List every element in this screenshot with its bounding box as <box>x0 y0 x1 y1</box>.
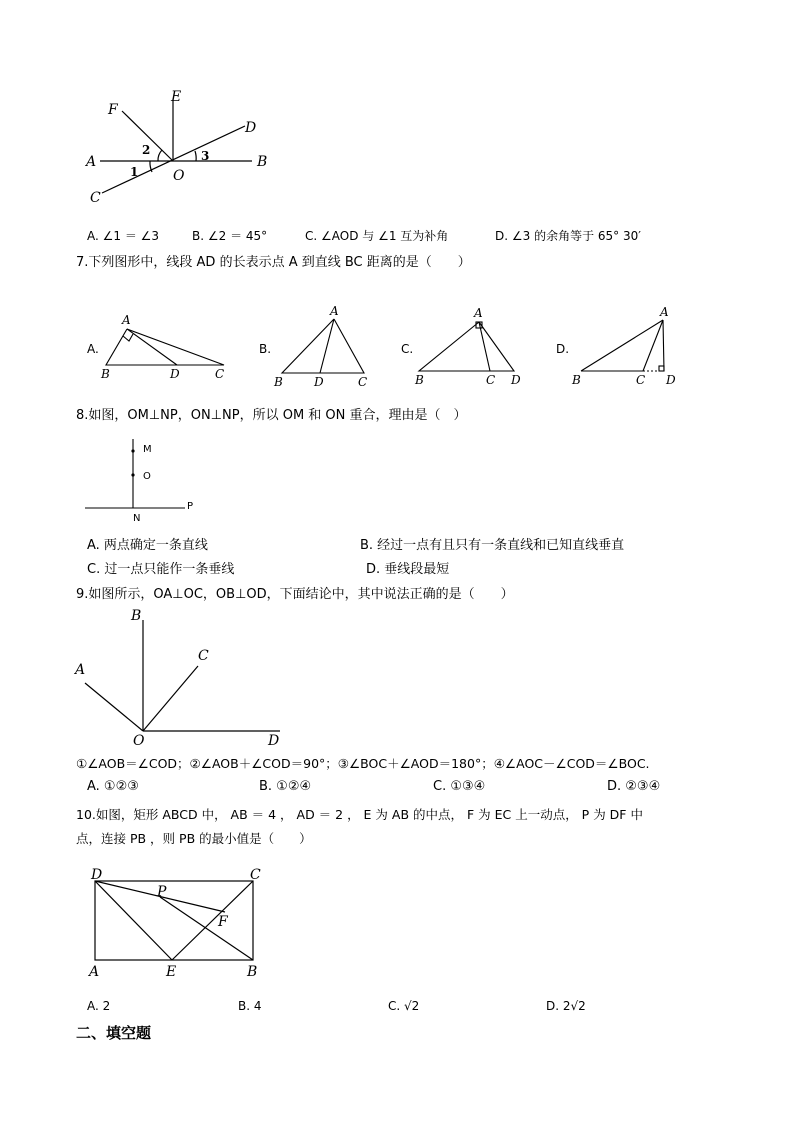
label-3: 3 <box>201 149 210 163</box>
q8-option-a[interactable]: A. 两点确定一条直线 <box>87 538 208 553</box>
label-c: C <box>90 190 101 206</box>
q7c-label-b: B <box>415 373 424 387</box>
q7a-label-a: A <box>122 313 131 327</box>
label-f: F <box>108 102 118 118</box>
q7-figure-b <box>270 302 380 392</box>
q7d-label-b: B <box>572 373 581 387</box>
angle-figure-q6 <box>80 80 280 210</box>
q7b-label-c: C <box>358 375 368 389</box>
q7-figure-d <box>566 302 696 392</box>
q7c-label-d: D <box>511 373 521 387</box>
q7-stem: 7.下列图形中，线段 AD 的长表示点 A 到直线 BC 距离的是（ ） <box>76 255 471 270</box>
q10-stem-line1: 10.如图，矩形 ABCD 中， AB ＝ 4 ， AD ＝ 2 ， E 为 AB 的中点， F 为 EC 上一动点， P 为 DF 中 <box>76 807 643 822</box>
q8-option-c[interactable]: C. 过一点只能作一条垂线 <box>87 562 235 577</box>
q10-label-b: B <box>247 964 258 980</box>
q8-option-b[interactable]: B. 经过一点有且只有一条直线和已知直线垂直 <box>360 538 625 553</box>
q7-option-d[interactable]: D. <box>556 342 570 356</box>
q10-label-a: A <box>89 964 100 980</box>
label-e: E <box>171 89 182 105</box>
q7-option-a[interactable]: A. <box>87 342 99 356</box>
q7b-label-a: A <box>330 304 339 318</box>
q10-label-p: P <box>157 884 167 900</box>
q10-option-a[interactable]: A. 2 <box>87 999 111 1013</box>
q7-option-c[interactable]: C. <box>401 342 414 356</box>
q8-stem: 8.如图，OM⊥NP，ON⊥NP，所以 OM 和 ON 重合，理由是（ ） <box>76 408 467 423</box>
q9-option-b[interactable]: B. ①②④ <box>259 779 312 794</box>
q10-option-d[interactable]: D. 2√2 <box>546 999 586 1013</box>
q10-option-b[interactable]: B. 4 <box>238 999 262 1013</box>
q10-label-e: E <box>166 964 177 980</box>
q9-label-c: C <box>198 648 209 664</box>
angle-arc-2 <box>158 150 162 161</box>
q8-option-d[interactable]: D. 垂线段最短 <box>366 562 450 577</box>
q7d-label-c: C <box>636 373 646 387</box>
q7-option-b[interactable]: B. <box>259 342 272 356</box>
q10-figure <box>85 862 275 987</box>
q9-label-o: O <box>133 733 145 749</box>
q6-option-b[interactable]: B. ∠2 ＝ 45° <box>192 229 268 243</box>
q9-label-d: D <box>268 733 280 749</box>
q8-label-o: O <box>143 471 151 482</box>
q9-option-c[interactable]: C. ①③④ <box>433 779 486 794</box>
label-o: O <box>173 168 185 184</box>
label-d: D <box>245 120 257 136</box>
q10-label-d: D <box>91 867 103 883</box>
q7b-label-d: D <box>314 375 324 389</box>
q7a-label-c: C <box>215 367 225 381</box>
q10-label-c: C <box>250 867 261 883</box>
q9-label-a: A <box>75 662 86 678</box>
q7b-label-b: B <box>274 375 283 389</box>
q9-figure <box>70 605 300 750</box>
q9-option-d[interactable]: D. ②③④ <box>607 779 661 794</box>
section-title: 二、填空题 <box>76 1024 152 1042</box>
q7a-label-d: D <box>170 367 180 381</box>
label-b: B <box>257 154 268 170</box>
q8-label-p: P <box>187 501 194 512</box>
q10-stem-line2: 点，连接 PB ，则 PB 的最小值是（ ） <box>76 831 312 846</box>
q10-option-c[interactable]: C. √2 <box>388 999 420 1013</box>
q7a-label-b: B <box>101 367 110 381</box>
q10-label-f: F <box>218 914 228 930</box>
q8-figure <box>80 435 210 525</box>
angle-arc-3 <box>195 151 196 161</box>
q7-figure-a <box>100 312 230 384</box>
q9-label-b: B <box>131 608 142 624</box>
q6-option-c[interactable]: C. ∠AOD 与 ∠1 互为补角 <box>305 229 449 243</box>
q9-statements: ①∠AOB＝∠COD；②∠AOB＋∠COD＝90°；③∠BOC＋∠AOD＝180°；④∠AOC－∠COD＝∠BOC. <box>76 756 650 771</box>
q9-stem: 9.如图所示，OA⊥OC，OB⊥OD，下面结论中，其中说法正确的是（ ） <box>76 587 514 602</box>
q7c-label-c: C <box>486 373 496 387</box>
q6-option-d[interactable]: D. ∠3 的余角等于 65° 30′ <box>495 229 641 243</box>
q7c-label-a: A <box>474 306 483 320</box>
q7d-label-a: A <box>660 305 669 319</box>
q7-figure-c <box>410 302 530 392</box>
q7d-label-d: D <box>666 373 676 387</box>
label-2: 2 <box>142 143 151 157</box>
label-a: A <box>86 154 97 170</box>
q9-option-a[interactable]: A. ①②③ <box>87 779 139 794</box>
q8-label-n: N <box>133 513 141 524</box>
q6-option-a[interactable]: A. ∠1 ＝ ∠3 <box>87 229 160 243</box>
q8-label-m: M <box>143 444 152 455</box>
label-1: 1 <box>130 165 139 179</box>
